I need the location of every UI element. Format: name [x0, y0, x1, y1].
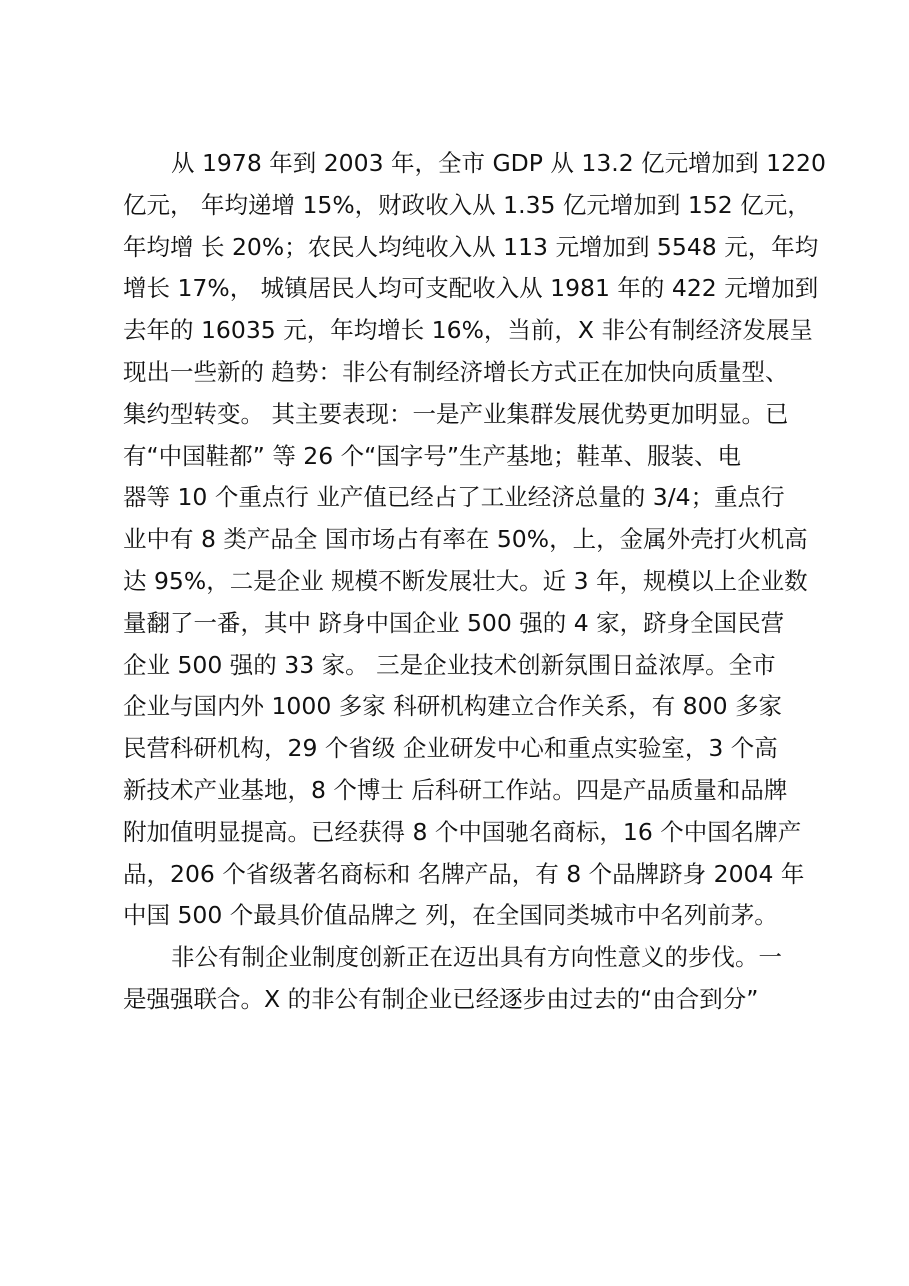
text-line: 量翻了一番，其中 跻身中国企业 500 强的 4 家，跻身全国民营 — [123, 608, 785, 637]
text-line: 达 95%，二是企业 规模不断发展壮大。近 3 年，规模以上企业数 — [123, 566, 808, 595]
paragraph-2 — [123, 937, 833, 1021]
text-line: 是强强联合。X 的非公有制企业已经逐步由过去的“由合到分” — [123, 984, 759, 1013]
document-body — [123, 143, 833, 1021]
text-line: 企业与国内外 1000 多家 科研机构建立合作关系，有 800 多家 — [123, 692, 783, 721]
text-line: 有“中国鞋都” 等 26 个“国字号”生产基地；鞋革、服装、电 — [123, 441, 742, 470]
paragraph-1 — [123, 143, 833, 937]
text-line: 年均增 长 20%；农民人均纯收入从 113 元增加到 5548 元，年均 — [123, 232, 819, 261]
text-line: 集约型转变。 其主要表现：一是产业集群发展优势更加明显。已 — [123, 399, 789, 428]
text-line: 非公有制企业制度创新正在迈出具有方向性意义的步伐。一 — [171, 943, 782, 972]
text-line: 现出一些新的 趋势：非公有制经济增长方式正在加快向质量型、 — [123, 357, 789, 386]
text-line: 从 1978 年到 2003 年，全市 GDP 从 13.2 亿元增加到 1220 — [171, 149, 826, 177]
text-line: 去年的 16035 元，年均增长 16%，当前，X 非公有制经济发展呈 — [123, 316, 813, 345]
text-line: 附加值明显提高。已经获得 8 个中国驰名商标，16 个中国名牌产 — [123, 817, 802, 846]
text-line: 新技术产业基地，8 个博士 后科研工作站。四是产品质量和品牌 — [123, 775, 788, 804]
text-line: 民营科研机构，29 个省级 企业研发中心和重点实验室，3 个高 — [123, 734, 778, 763]
text-line: 器等 10 个重点行 业产值已经占了工业经济总量的 3/4；重点行 — [123, 483, 785, 512]
text-line: 企业 500 强的 33 家。 三是企业技术创新氛围日益浓厚。全市 — [123, 650, 776, 679]
text-line: 品，206 个省级著名商标和 名牌产品，有 8 个品牌跻身 2004 年 — [123, 859, 805, 888]
text-line: 中国 500 个最具价值品牌之 列，在全国同类城市中名列前茅。 — [123, 901, 778, 930]
text-line: 增长 17%， 城镇居民人均可支配收入从 1981 年的 422 元增加到 — [123, 274, 819, 303]
text-line: 业中有 8 类产品全 国市场占有率在 50%，上，金属外壳打火机高 — [123, 525, 808, 554]
text-line: 亿元， 年均递增 15%，财政收入从 1.35 亿元增加到 152 亿元， — [123, 190, 811, 219]
